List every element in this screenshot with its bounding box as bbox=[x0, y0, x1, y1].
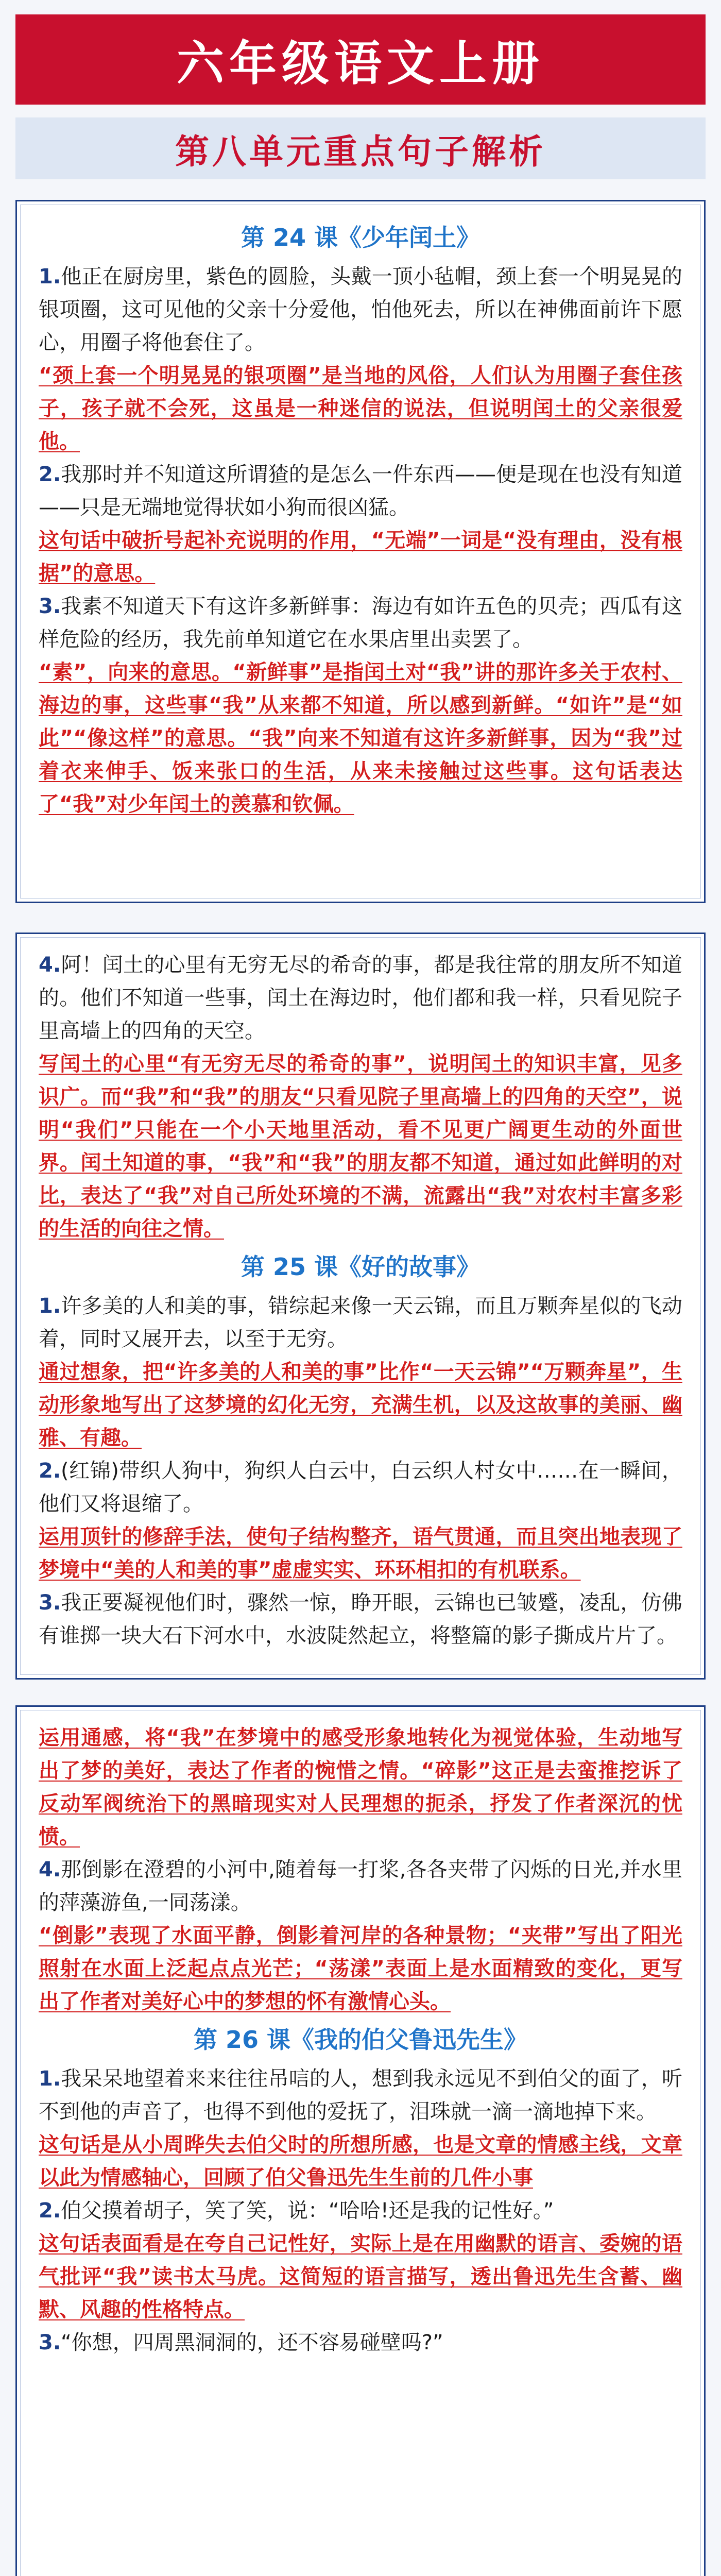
sentence-item bbox=[39, 260, 682, 359]
item-number: 3. bbox=[39, 1591, 61, 1615]
item-number: 3. bbox=[39, 595, 61, 618]
sentence-text: 我呆呆地望着来来往往吊唁的人，想到我永远见不到伯父的面了，听不到他的声音了，也得不到他的爱抚了，泪珠就一滴一滴地掉下来。 bbox=[39, 2067, 682, 2124]
item-number: 1. bbox=[39, 2067, 61, 2091]
sentence-item bbox=[39, 948, 682, 1047]
sentence-item bbox=[39, 1290, 682, 1355]
sentence-item bbox=[39, 458, 682, 524]
item-number: 1. bbox=[39, 1294, 61, 1318]
item-number: 4. bbox=[39, 953, 61, 977]
sentence-text: 我素不知道天下有这许多新鲜事：海边有如许五色的贝壳；西瓜有这样危险的经历，我先前单知道它在水果店里出卖罢了。 bbox=[39, 595, 682, 651]
analysis-text: 这句话是从小周晔失去伯父时的所想所感，也是文章的情感主线，文章以此为情感轴心，回顾了伯父鲁迅先生生前的几件小事 bbox=[39, 2133, 682, 2190]
analysis-text: 这句话中破折号起补充说明的作用，“无端”一词是“没有理由，没有根据”的意思。 bbox=[39, 529, 682, 585]
sentence-text: 许多美的人和美的事，错综起来像一天云锦，而且万颗奔星似的飞动着，同时又展开去，以至于无穷。 bbox=[39, 1294, 682, 1351]
sentence-item bbox=[39, 1454, 682, 1520]
lesson-heading-24: 第 24 课《少年闰土》 bbox=[241, 224, 480, 251]
sentence-text: 伯父摸着胡子，笑了笑，说：“哈哈!还是我的记性好。” bbox=[61, 2199, 554, 2223]
item-number: 1. bbox=[39, 265, 61, 289]
sentence-item bbox=[39, 2062, 682, 2128]
lesson-heading-25: 第 25 课《好的故事》 bbox=[241, 1253, 480, 1281]
analysis-text: 运用顶针的修辞手法，使句子结构整齐，语气贯通，而且突出地表现了梦境中“美的人和美的事”虚虚实实、环环相扣的有机联系。 bbox=[39, 1525, 682, 1582]
sentence-text: 我那时并不知道这所谓猹的是怎么一件东西——便是现在也没有知道——只是无端地觉得状如小狗而很凶猛。 bbox=[39, 463, 682, 519]
sentence-text: 他正在厨房里，紫色的圆脸，头戴一顶小毡帽，颈上套一个明晃晃的银项圈，这可见他的父亲十分爱他，怕他死去，所以在神佛面前许下愿心，用圈子将他套住了。 bbox=[39, 265, 682, 354]
lesson-heading-26: 第 26 课《我的伯父鲁迅先生》 bbox=[193, 2026, 528, 2054]
sentence-item bbox=[39, 2194, 682, 2227]
item-number: 2. bbox=[39, 2199, 61, 2223]
sentence-text: 我正要凝视他们时，骤然一惊，睁开眼，云锦也已皱蹙，凌乱，仿佛有谁掷一块大石下河水中，水波陡然起立，将整篇的影子撕成片片了。 bbox=[39, 1591, 682, 1648]
section-card-3 bbox=[15, 1705, 706, 2576]
sentence-text: 那倒影在澄碧的小河中,随着每一打桨,各各夹带了闪烁的日光,并水里的萍藻游鱼,一同荡漾。 bbox=[39, 1858, 682, 1914]
analysis-text: 运用通感，将“我”在梦境中的感受形象地转化为视觉体验，生动地写出了梦的美好，表达了作者的惋惜之情。“碎影”这正是去蛮推挖诉了反动军阀统治下的黑暗现实对人民理想的扼杀，抒发了作者深沉的忧愤。 bbox=[39, 1726, 682, 1849]
item-number: 2. bbox=[39, 1459, 61, 1483]
sentence-text: (红锦)带织人狗中，狗织人白云中，白云织人村女中……在一瞬间，他们又将退缩了。 bbox=[39, 1459, 682, 1516]
analysis-text: “素”，向来的意思。“新鲜事”是指闰土对“我”讲的那许多关于农村、海边的事，这些事“我”从来都不知道，所以感到新鲜。“如许”是“如此”“像这样”的意思。“我”向来不知道有这许多新鲜事，因为“我”过着衣来伸手、饭来张口的生活，从来未接触过这些事。这句话表达了“我”对少年闰土的羡慕和钦佩。 bbox=[39, 660, 682, 816]
sentence-text: 阿！闰土的心里有无穷无尽的希奇的事，都是我往常的朋友所不知道的。他们不知道一些事，闰土在海边时，他们都和我一样，只看见院子里高墙上的四角的天空。 bbox=[39, 953, 682, 1043]
item-number: 2. bbox=[39, 463, 61, 486]
section-card-1 bbox=[15, 200, 706, 903]
sentence-text: “你想，四周黑洞洞的，还不容易碰壁吗?” bbox=[61, 2331, 443, 2354]
analysis-text: 写闰土的心里“有无穷无尽的希奇的事”，说明闰土的知识丰富，见多识广。而“我”和“我”的朋友“只看见院子里高墙上的四角的天空”，说明“我们”只能在一个小天地里活动，看不见更广阔更生动的外面世界。闰土知道的事，“我”和“我”的朋友都不知道，通过如此鲜明的对比，表达了“我”对自己所处环境的不满，流露出“我”对农村丰富多彩的生活的向往之情。 bbox=[39, 1052, 682, 1241]
item-number: 4. bbox=[39, 1858, 61, 1882]
page-title: 六年级语文上册 bbox=[15, 14, 706, 105]
sentence-item bbox=[39, 2326, 682, 2359]
analysis-text: 这句话表面看是在夸自己记性好，实际上是在用幽默的语言、委婉的语气批评“我”读书太马虎。这简短的语言描写，透出鲁迅先生含蓄、幽默、风趣的性格特点。 bbox=[39, 2232, 682, 2321]
sentence-item bbox=[39, 1853, 682, 1919]
analysis-text: 通过想象，把“许多美的人和美的事”比作“一天云锦”“万颗奔星”，生动形象地写出了这梦境的幻化无穷，充满生机，以及这故事的美丽、幽雅、有趣。 bbox=[39, 1360, 682, 1450]
analysis-text: “颈上套一个明晃晃的银项圈”是当地的风俗，人们认为用圈子套住孩子，孩子就不会死，这虽是一种迷信的说法，但说明闰土的父亲很爱他。 bbox=[39, 364, 682, 453]
page-subtitle: 第八单元重点句子解析 bbox=[15, 117, 706, 179]
item-number: 3. bbox=[39, 2331, 61, 2354]
analysis-text: “倒影”表现了水面平静，倒影着河岸的各种景物；“夹带”写出了阳光照射在水面上泛起点点光芒；“荡漾”表面上是水面精致的变化，更写出了作者对美好心中的梦想的怀有激情心头。 bbox=[39, 1924, 682, 2013]
sentence-item bbox=[39, 1586, 682, 1652]
sentence-item bbox=[39, 590, 682, 656]
section-card-2 bbox=[15, 933, 706, 1680]
